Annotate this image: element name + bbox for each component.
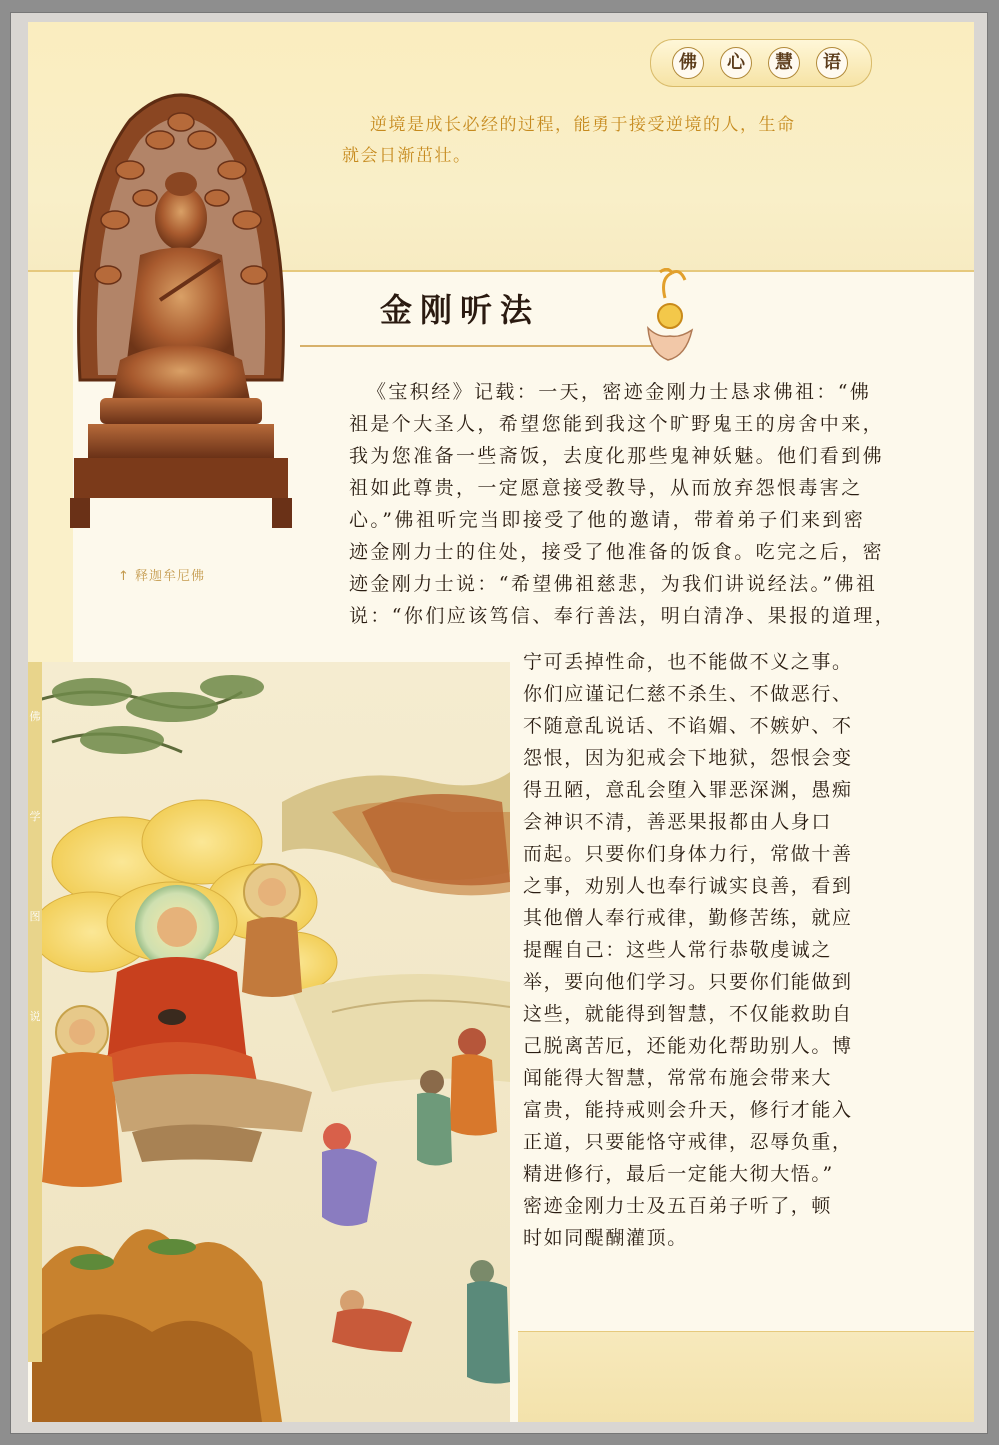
text-line: 不随意乱说话、不谄媚、不嫉妒、不 <box>523 715 853 737</box>
text-line: 富贵，能持戒则会升天，修行才能入 <box>523 1099 853 1121</box>
wisdom-quote <box>342 110 842 172</box>
quote-line: 就会日渐茁壮。 <box>342 146 472 166</box>
text-line: 精进修行，最后一定能大彻大悟。” <box>523 1163 834 1185</box>
text-line: 时如同醍醐灌顶。 <box>523 1227 688 1249</box>
text-line: 祖是个大圣人，希望您能到我这个旷野鬼王的房舍中来， <box>349 413 885 435</box>
buddha-preaching-painting <box>32 662 510 1422</box>
buddha-statue-image <box>60 80 302 536</box>
quote-line: 逆境是成长必经的过程，能勇于接受逆境的人，生命 <box>370 115 796 135</box>
text-line: 举，要向他们学习。只要你们能做到 <box>523 971 853 993</box>
side-label-char: 佛 <box>29 710 41 723</box>
article-paragraph-upper <box>349 376 896 632</box>
text-line: 说：“你们应该笃信、奉行善法，明白清净、果报的道理， <box>349 605 897 627</box>
text-line: 正道，只要能恪守戒律，忍辱负重， <box>523 1131 853 1153</box>
text-line: 你们应谨记仁慈不杀生、不做恶行、 <box>523 683 853 705</box>
text-line: 怨恨，因为犯戒会下地狱，怨恨会变 <box>523 747 853 769</box>
article-title: 金刚听法 <box>380 291 541 329</box>
side-label-char: 学 <box>29 810 41 823</box>
text-line: 得丑陋，意乱会堕入罪恶深渊，愚痴 <box>523 779 853 801</box>
text-line: 而起。只要你们身体力行，常做十善 <box>523 843 853 865</box>
article-paragraph-lower <box>523 646 853 1254</box>
text-line: 闻能得大智慧，常常布施会带来大 <box>523 1067 833 1089</box>
side-label-char: 图 <box>29 910 41 923</box>
text-line: 心。”佛祖听完当即接受了他的邀请，带着弟子们来到密 <box>349 509 866 531</box>
text-line: 会神识不清，善恶果报都由人身口 <box>523 811 833 833</box>
text-line: 其他僧人奉行戒律，勤修苦练，就应 <box>523 907 853 929</box>
tag-char: 慧 <box>768 47 800 79</box>
tag-char: 佛 <box>672 47 704 79</box>
text-line: 宁可丢掉性命，也不能做不义之事。 <box>523 651 853 673</box>
text-line: 祖如此尊贵，一定愿意接受教导，从而放弃怨恨毒害之 <box>349 477 863 499</box>
tag-char: 语 <box>816 47 848 79</box>
painting-side-label <box>28 662 42 1362</box>
text-line: 《宝积经》记载：一天，密迹金刚力士恳求佛祖：“佛 <box>367 381 872 403</box>
side-label-char: 说 <box>29 1010 41 1023</box>
text-line: 己脱离苦厄，还能劝化帮助别人。博 <box>523 1035 853 1057</box>
text-line: 这些，就能得到智慧，不仅能救助自 <box>523 1003 853 1025</box>
section-tag <box>650 33 870 91</box>
text-line: 提醒自己：这些人常行恭敬虔诚之 <box>523 939 833 961</box>
statue-caption: ↑ 释迦牟尼佛 <box>118 569 206 584</box>
title-underline <box>300 345 660 347</box>
bottom-band <box>518 1332 974 1422</box>
text-line: 迹金刚力士的住处，接受了他准备的饭食。吃完之后，密 <box>349 541 885 563</box>
hand-holding-jewel-icon <box>640 268 700 363</box>
text-line: 密迹金刚力士及五百弟子听了，顿 <box>523 1195 833 1217</box>
text-line: 之事，劝别人也奉行诚实良善，看到 <box>523 875 853 897</box>
tag-char: 心 <box>720 47 752 79</box>
text-line: 迹金刚力士说：“希望佛祖慈悲，为我们讲说经法。”佛祖 <box>349 573 878 595</box>
text-line: 我为您准备一些斋饭，去度化那些鬼神妖魅。他们看到佛 <box>349 445 885 467</box>
